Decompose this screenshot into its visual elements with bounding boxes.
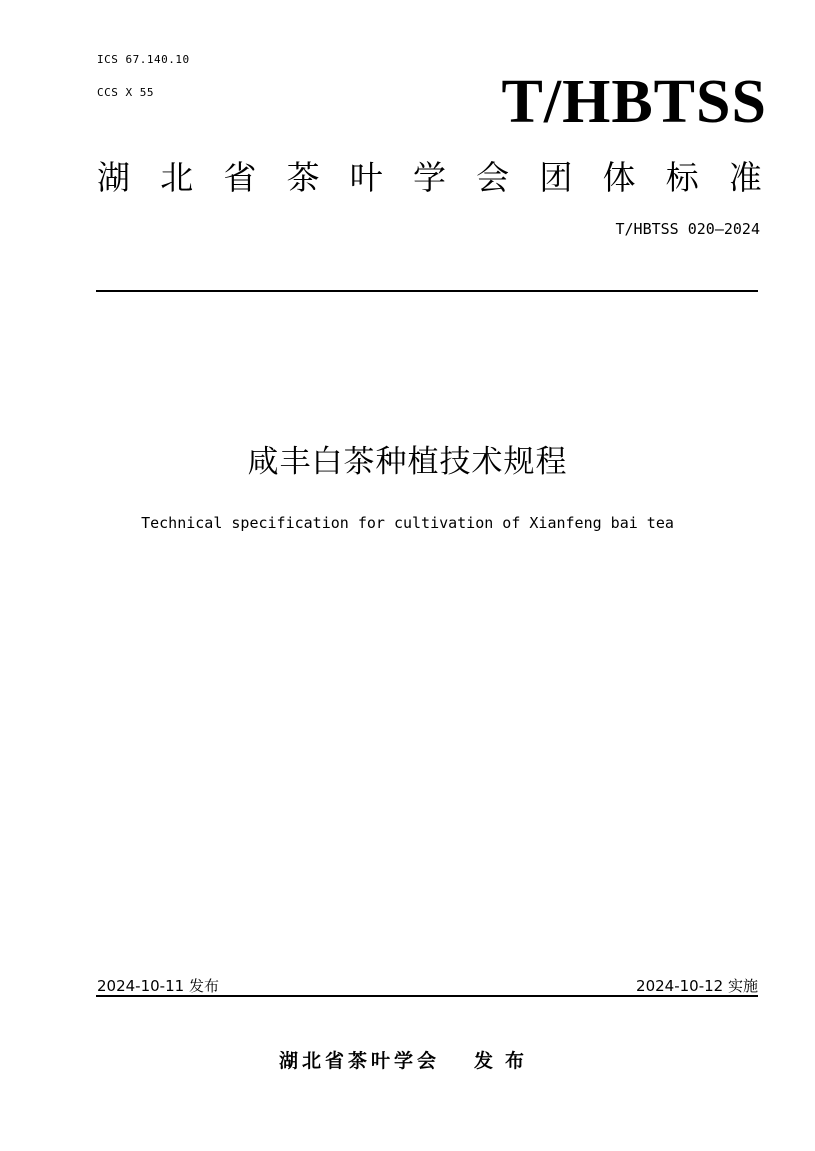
top-divider (96, 290, 758, 292)
org-title-char: 体 (602, 158, 636, 197)
ccs-code: CCS X 55 (97, 86, 154, 99)
standard-brand-logo: T/HBTSS (501, 68, 767, 136)
standard-number: T/HBTSS 020—2024 (615, 220, 760, 238)
document-title-chinese: 咸丰白茶种植技术规程 (247, 444, 568, 480)
org-title-char: 省 (223, 158, 257, 197)
org-title-char: 准 (728, 158, 762, 197)
org-title-char: 标 (665, 158, 699, 197)
org-title-char: 学 (412, 158, 446, 197)
issuer-line (0, 1048, 815, 1074)
org-title-char: 北 (160, 158, 194, 197)
org-title-char: 会 (476, 158, 510, 197)
issuer-organization: 湖北省茶叶学会 (278, 1050, 440, 1072)
effective-date: 2024-10-12 实施 (636, 977, 758, 995)
org-title-char: 茶 (286, 158, 320, 197)
ics-code: ICS 67.140.10 (97, 53, 190, 66)
org-title-char: 湖 (97, 158, 130, 197)
issuer-action: 发布 (474, 1050, 537, 1072)
org-title-char: 团 (539, 158, 573, 197)
document-title-english: Technical specification for cultivation of Xianfeng bai tea (141, 514, 674, 532)
publish-date: 2024-10-11 发布 (97, 977, 219, 995)
organization-standard-title (97, 158, 762, 198)
bottom-divider (96, 995, 758, 997)
org-title-char: 叶 (349, 158, 383, 197)
